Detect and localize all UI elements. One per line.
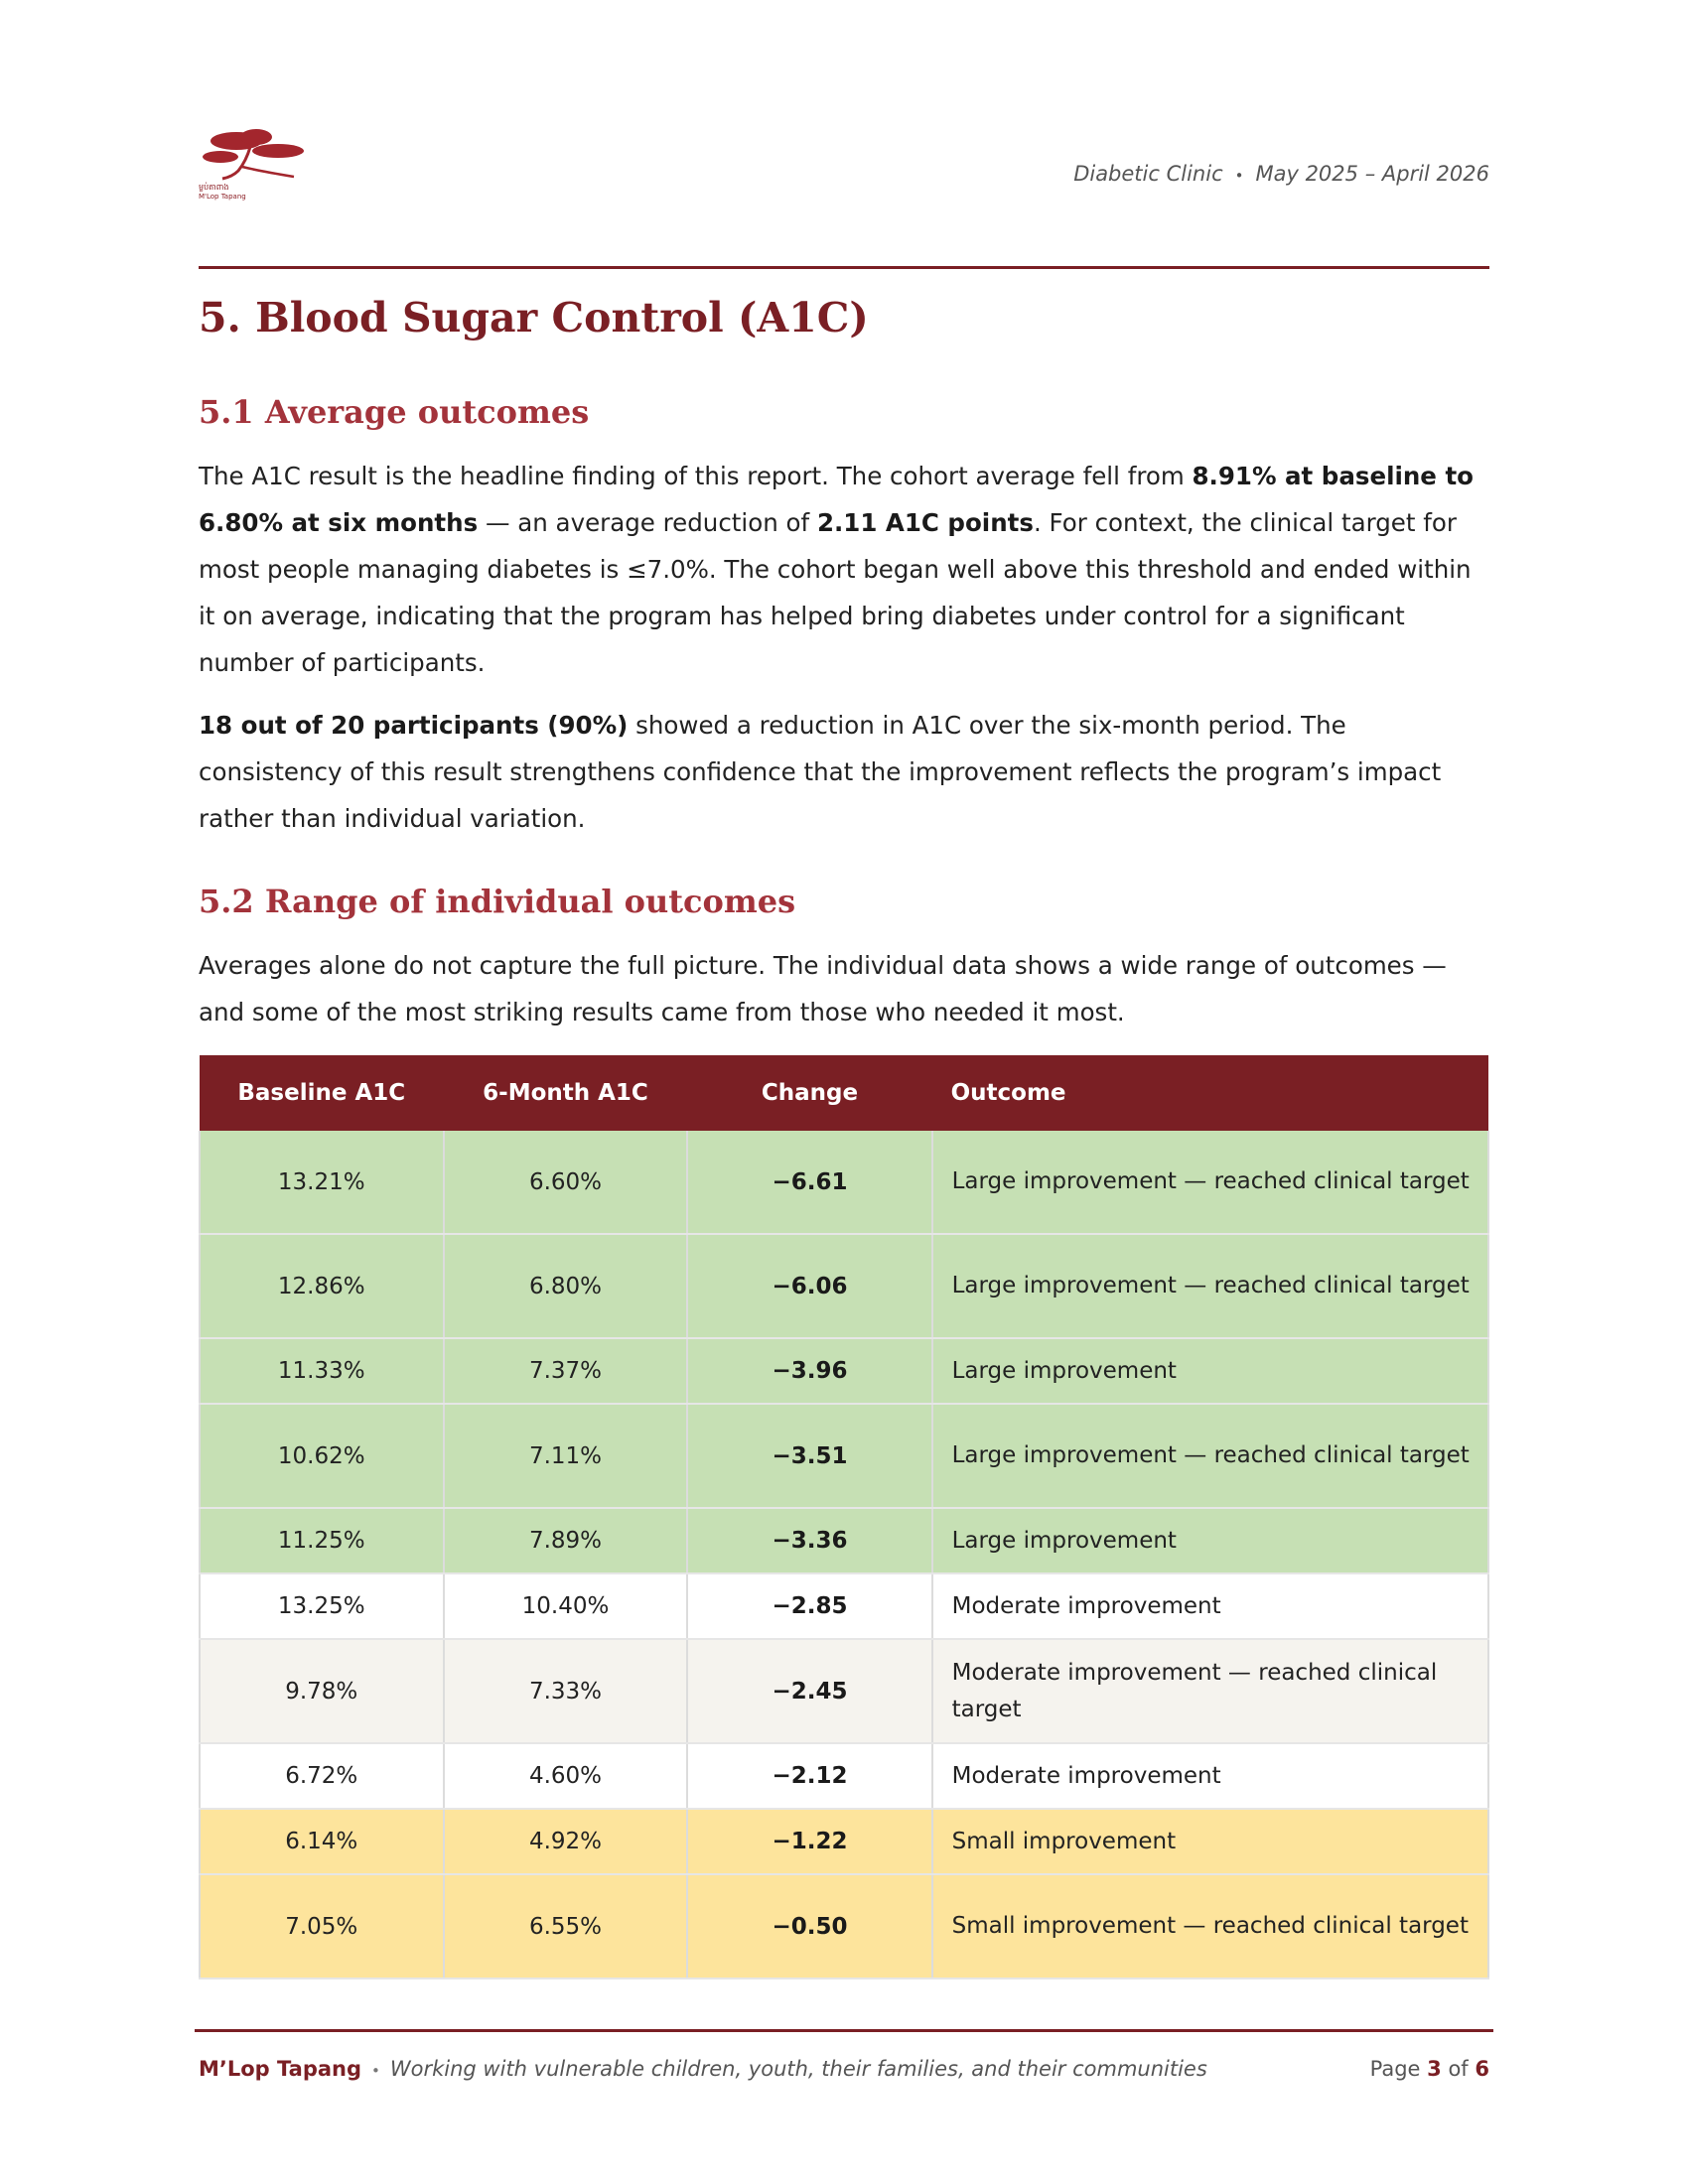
cell-six-month: 4.92% [444, 1809, 688, 1874]
table-row [200, 1131, 1488, 1234]
cell-six-month: 7.11% [444, 1404, 688, 1508]
table-header-row [200, 1055, 1488, 1131]
cell-baseline: 13.25% [200, 1573, 444, 1639]
cell-change: −3.51 [687, 1404, 931, 1508]
cell-six-month: 4.60% [444, 1743, 688, 1809]
paragraph-participant-reduction [199, 702, 1489, 842]
cell-change: −2.85 [687, 1573, 931, 1639]
cell-outcome: Moderate improvement [932, 1573, 1488, 1639]
bold-text-run: 18 out of 20 participants (90%) [199, 711, 629, 740]
cell-six-month: 6.55% [444, 1874, 688, 1979]
page-current: 3 [1427, 2057, 1442, 2081]
cell-baseline: 11.33% [200, 1338, 444, 1404]
page-prefix: Page [1369, 2057, 1428, 2081]
cell-outcome: Moderate improvement [932, 1743, 1488, 1809]
cell-change: −3.96 [687, 1338, 931, 1404]
cell-change: −2.45 [687, 1639, 931, 1743]
table-row [200, 1338, 1488, 1404]
paragraph-range-outcomes: Averages alone do not capture the full picture. The individual data shows a wide range of outcomes — and some of the most striking results came from those who needed it most. [199, 951, 1447, 1026]
paragraph-average-outcomes [199, 453, 1489, 686]
logo-text-khmer: ម្លប់តាពាង [199, 183, 229, 192]
header-meta [1073, 162, 1489, 186]
cell-outcome: Large improvement — reached clinical target [932, 1234, 1488, 1338]
column-header-baseline: Baseline A1C [200, 1055, 444, 1131]
page-number [1370, 2057, 1489, 2081]
cell-six-month: 6.60% [444, 1131, 688, 1234]
cell-change: −2.12 [687, 1743, 931, 1809]
clinic-name: Diabetic Clinic [1073, 162, 1223, 186]
text-run: — an average reduction of [478, 508, 817, 537]
text-run: . For context, the clinical target for most people managing diabetes is ≤7.0%. The cohort began well above this threshold and ended within it on average, indicating that the program has helped bring diabetes under control for a significant number of participants. [199, 508, 1472, 677]
page-of: of [1441, 2057, 1476, 2081]
table-row [200, 1234, 1488, 1338]
table-row [200, 1743, 1488, 1809]
report-page [199, 0, 1489, 2184]
report-period: May 2025 – April 2026 [1255, 162, 1489, 186]
footer-separator: • [371, 2062, 380, 2080]
cell-change: −6.06 [687, 1234, 931, 1338]
column-header-six-month: 6-Month A1C [444, 1055, 688, 1131]
bold-text-run: 8.91% at baseline to 6.80% at six months [199, 462, 1474, 537]
cell-baseline: 9.78% [200, 1639, 444, 1743]
mlop-tapang-logo [199, 127, 310, 216]
cell-outcome: Large improvement [932, 1508, 1488, 1573]
subsection-title-range-outcomes: 5.2 Range of individual outcomes [199, 883, 796, 920]
cell-baseline: 13.21% [200, 1131, 444, 1234]
cell-change: −1.22 [687, 1809, 931, 1874]
text-run: The A1C result is the headline finding of this report. The cohort average fell from [199, 462, 1193, 490]
table-row [200, 1639, 1488, 1743]
footer-left [199, 2057, 1207, 2081]
header-divider [199, 266, 1489, 269]
footer-divider [195, 2029, 1493, 2032]
column-header-change: Change [687, 1055, 931, 1131]
cell-six-month: 7.37% [444, 1338, 688, 1404]
footer-tagline: Working with vulnerable children, youth, their families, and their communities [389, 2057, 1207, 2081]
cell-outcome: Moderate improvement — reached clinical target [932, 1639, 1488, 1743]
bold-text-run: 2.11 A1C points [816, 508, 1034, 537]
cell-change: −3.36 [687, 1508, 931, 1573]
footer-org-name: M’Lop Tapang [199, 2057, 362, 2081]
cell-outcome: Large improvement — reached clinical target [932, 1404, 1488, 1508]
header-separator: • [1234, 167, 1244, 185]
cell-outcome: Large improvement [932, 1338, 1488, 1404]
cell-outcome: Small improvement — reached clinical target [932, 1874, 1488, 1979]
table-row [200, 1573, 1488, 1639]
cell-baseline: 11.25% [200, 1508, 444, 1573]
table-row [200, 1508, 1488, 1573]
table-row [200, 1809, 1488, 1874]
table-row [200, 1874, 1488, 1979]
cell-six-month: 6.80% [444, 1234, 688, 1338]
logo-text-latin: M'Lop Tapang [199, 193, 246, 201]
subsection-title-average-outcomes: 5.1 Average outcomes [199, 393, 590, 431]
a1c-outcomes-table [199, 1055, 1489, 1979]
table-row [200, 1404, 1488, 1508]
cell-outcome: Small improvement [932, 1809, 1488, 1874]
cell-change: −0.50 [687, 1874, 931, 1979]
cell-baseline: 6.14% [200, 1809, 444, 1874]
cell-six-month: 7.33% [444, 1639, 688, 1743]
cell-baseline: 7.05% [200, 1874, 444, 1979]
column-header-outcome: Outcome [932, 1055, 1488, 1131]
cell-outcome: Large improvement — reached clinical target [932, 1131, 1488, 1234]
page-total: 6 [1475, 2057, 1489, 2081]
cell-baseline: 12.86% [200, 1234, 444, 1338]
section-title: 5. Blood Sugar Control (A1C) [199, 294, 869, 341]
tree-logo-icon [199, 127, 310, 187]
cell-six-month: 7.89% [444, 1508, 688, 1573]
text-run: showed a reduction in A1C over the six-month period. The consistency of this result strengthens confidence that the improvement reflects the program’s impact rather than individual variation. [199, 711, 1442, 833]
cell-six-month: 10.40% [444, 1573, 688, 1639]
cell-change: −6.61 [687, 1131, 931, 1234]
cell-baseline: 6.72% [200, 1743, 444, 1809]
cell-baseline: 10.62% [200, 1404, 444, 1508]
